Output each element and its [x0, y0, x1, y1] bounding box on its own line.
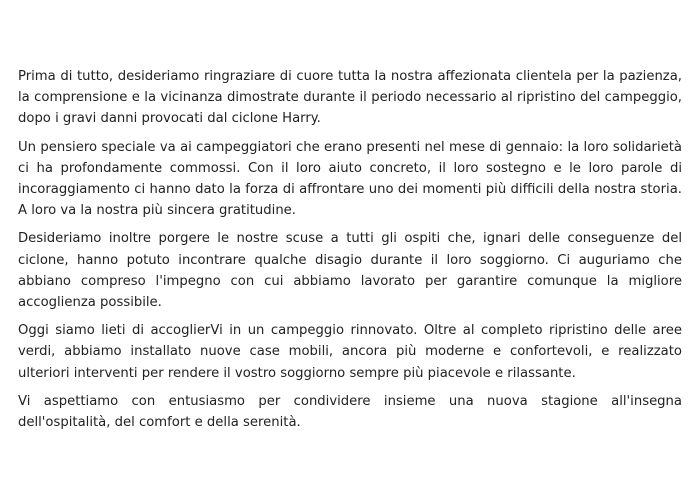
paragraph-gratitude: Prima di tutto, desideriamo ringraziare di cuore tutta la nostra affezionata clientela per la pazienza, la comprensione e la vicinanza dimostrate durante il periodo necessario al ripristino del campeggio, dopo i gravi danni provocati dal ciclone Harry.: [18, 69, 682, 127]
paragraph-renovation: Oggi siamo lieti di accoglierVi in un campeggio rinnovato. Oltre al completo ripristino delle aree verdi, abbiamo installato nuove case mobili, ancora più moderne e confortevoli, e realizzato ulteriori interventi per rendere il vostro soggiorno sempre più piacevole e rilassante.: [18, 323, 682, 381]
paragraph-special-thanks: Un pensiero speciale va ai campeggiatori che erano presenti nel mese di gennaio: la loro solidarietà ci ha profondamente commossi. Con il loro aiuto concreto, il loro sostegno e le loro parole di incoraggiamento ci hanno dato la forza di affrontare uno dei momenti più difficili della nostra storia. A loro va la nostra più sincera gratitudine.: [18, 139, 682, 219]
document-body: [18, 66, 682, 440]
paragraph-invitation: Vi aspettiamo con entusiasmo per condividere insieme una nuova stagione all'insegna dell'ospitalità, del comfort e della serenità.: [18, 393, 682, 431]
paragraph-apology: Desideriamo inoltre porgere le nostre scuse a tutti gli ospiti che, ignari delle conseguenze del ciclone, hanno potuto incontrare qualche disagio durante il loro soggiorno. Ci auguriamo che abbiano compreso l'impegno con cui abbiamo lavorato per garantire comunque la migliore accoglienza possibile.: [18, 231, 682, 311]
